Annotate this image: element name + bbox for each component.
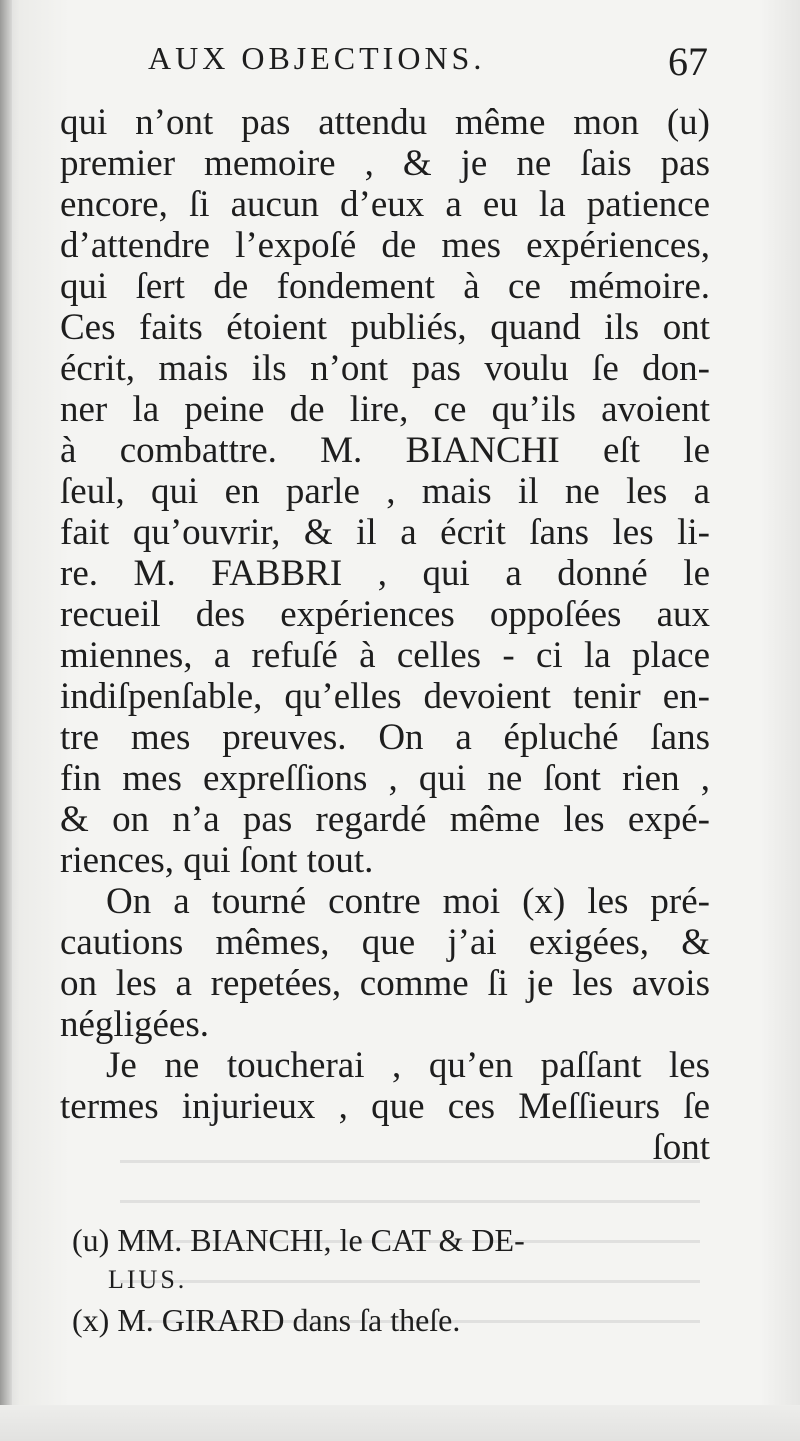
- page-binding-shadow: [0, 0, 12, 1441]
- text-line: & on n’a pas regardé même les expé-: [60, 799, 710, 840]
- text-line: à combattre. M. BIANCHI eſt le: [60, 430, 710, 471]
- footnote-u-continued: LIUS.: [108, 1265, 188, 1294]
- text-line: qui n’ont pas attendu même mon (u): [60, 102, 710, 143]
- text-line: ſeul, qui en parle , mais il ne les a: [60, 471, 710, 512]
- text-line: re. M. FABBRI , qui a donné le: [60, 553, 710, 594]
- text-line: riences, qui ſont tout.: [60, 840, 374, 881]
- text-line: écrit, mais ils n’ont pas voulu ſe don-: [60, 348, 710, 389]
- text-line: miennes, a refuſé à celles - ci la place: [60, 635, 710, 676]
- text-line: Ces faits étoient publiés, quand ils ont: [60, 307, 710, 348]
- text-line: encore, ſi aucun d’eux a eu la patience: [60, 184, 710, 225]
- footnote-x: (x) M. GIRARD dans ſa theſe.: [72, 1302, 461, 1338]
- text-line: fin mes expreſſions , qui ne ſont rien ,: [60, 758, 710, 799]
- text-line: qui ſert de fondement à ce mémoire.: [60, 266, 710, 307]
- catchword: ſont: [652, 1127, 710, 1168]
- body-text: [60, 102, 710, 1168]
- footnote-u: (u) MM. BIANCHI, le CAT & DE-: [72, 1222, 525, 1258]
- page-bottom-margin: [0, 1405, 800, 1441]
- text-line: termes injurieux , que ces Meſſieurs ſe: [60, 1086, 710, 1127]
- text-line: on les a repetées, comme ſi je les avois: [60, 963, 710, 1004]
- footnotes: [72, 1220, 712, 1340]
- text-line: négligées.: [60, 1004, 209, 1045]
- text-line: premier memoire , & je ne ſais pas: [60, 143, 710, 184]
- page-number: 67: [668, 39, 708, 84]
- text-line: indiſpenſable, qu’elles devoient tenir en-: [60, 676, 710, 717]
- text-line: ner la peine de lire, ce qu’ils avoient: [60, 389, 710, 430]
- running-head: AUX OBJECTIONS.: [148, 40, 486, 76]
- text-line: tre mes preuves. On a épluché ſans: [60, 717, 710, 758]
- text-line: fait qu’ouvrir, & il a écrit ſans les li-: [60, 512, 710, 553]
- text-line: On a tourné contre moi (x) les pré-: [106, 881, 710, 922]
- text-line: recueil des expériences oppoſées aux: [60, 594, 710, 635]
- text-line: Je ne toucherai , qu’en paſſant les: [106, 1045, 710, 1086]
- text-line: d’attendre l’expoſé de mes expériences,: [60, 225, 710, 266]
- text-line: cautions mêmes, que j’ai exigées, &: [60, 922, 710, 963]
- page-header: [148, 40, 708, 92]
